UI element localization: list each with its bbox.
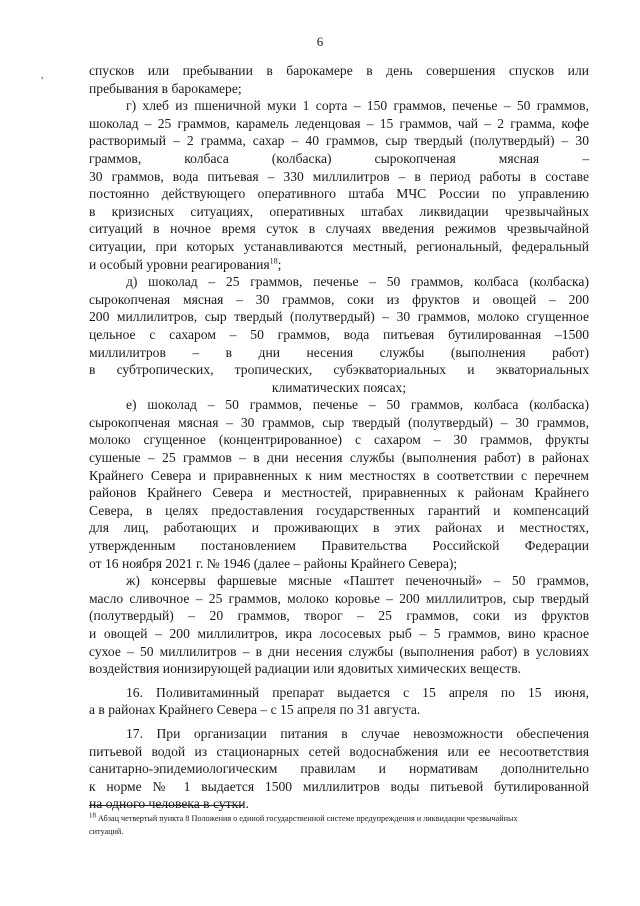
text-line: е) шоколад – 50 граммов, печенье – 50 граммов, колбаса (колбаска) xyxy=(126,397,589,413)
body-text xyxy=(89,62,589,813)
text-line: сырокопченая мясная – 30 граммов, сыр твердый (полутвердый) – 30 граммов, xyxy=(89,414,589,430)
text-line: сырокопченая мясная – 30 граммов, соки из фруктов и овощей – 200 xyxy=(89,291,589,307)
footnote-text: ситуаций. xyxy=(89,827,124,836)
text-line: сухое – 50 миллилитров – в дни несения службы (выполнения работ) в условиях xyxy=(89,643,589,659)
text-line: молоко сгущенное (концентрированное) с сахаром – 30 граммов, фрукты xyxy=(89,432,589,448)
text-line: растворимый – 2 грамма, сахар – 40 граммов, сыр твердый (полутвердый) – 30 xyxy=(89,133,589,149)
text-line: Крайнего Севера и приравненных к ним местностях в соответствии с перечнем xyxy=(89,467,589,483)
text-line: санитарно-эпидемиологическим правилам и нормативам дополнительно xyxy=(89,761,589,777)
text-line: питьевой водой из стационарных сетей водоснабжения или ее несоответствия xyxy=(89,743,589,759)
text-line: в субтропических, тропических, субэкваториальных и экваториальных xyxy=(89,362,589,378)
footnote-text: Абзац четвертый пункта 8 Положения о единой государственной системе предупреждения и ликвидации чрезвычайных xyxy=(98,814,518,823)
text-line: шоколад – 25 граммов, карамель леденцовая – 15 граммов, чай – 2 грамма, кофе xyxy=(89,115,589,131)
paragraph-item-d xyxy=(89,273,589,396)
text-line: д) шоколад – 25 граммов, печенье – 50 граммов, колбаса (колбаска) xyxy=(126,274,589,290)
text-line: к норме № 1 выдается 1500 миллилитров воды питьевой бутилированной xyxy=(89,778,589,794)
text-line: для лиц, работающих и проживающих в этих районах и местностях, xyxy=(89,520,589,536)
text-line: ж) консервы фаршевые мясные «Паштет печеночный» – 50 граммов, xyxy=(126,573,589,589)
text-line: районов Крайнего Севера и местностей, приравненных к районам Крайнего xyxy=(89,485,589,501)
text-line xyxy=(89,256,589,274)
text-line: Севера, в целях предоставления государственных гарантий и компенсаций xyxy=(89,502,589,518)
footnote-reference[interactable]: 18 xyxy=(269,256,278,265)
margin-mark: , xyxy=(41,70,44,81)
text-line: постоянно действующего оперативного штаба МЧС России по управлению xyxy=(89,186,589,202)
page-number: 6 xyxy=(316,34,324,49)
text-line: ситуаций в ночное время суток в случаях введения режимов чрезвычайной xyxy=(89,221,589,237)
footnote-separator xyxy=(89,805,243,806)
text-line: воздействия ионизирующей радиации или ядовитых химических веществ. xyxy=(89,661,522,677)
text-line: а в районах Крайнего Севера – с 15 апреля по 31 августа. xyxy=(89,702,421,718)
text-line: граммов, колбаса (колбаска) сырокопченая мясная – xyxy=(89,150,589,166)
text-fragment: и особый уровни реагирования xyxy=(89,256,270,272)
text-line: г) хлеб из пшеничной муки 1 сорта – 150 граммов, печенье – 50 граммов, xyxy=(126,98,589,114)
text-line: от 16 ноября 2021 г. № 1946 (далее – районы Крайнего Севера); xyxy=(89,555,458,571)
text-line: миллилитров – в дни несения службы (выполнения работ) xyxy=(89,344,589,360)
text-line: 30 граммов, вода питьевая – 330 миллилитров – в период работы в составе xyxy=(89,168,589,184)
paragraph-continuation xyxy=(89,62,589,97)
paragraph-item-zh xyxy=(89,572,589,678)
text-line: цельное с сахаром – 50 граммов, вода питьевая бутилированная –1500 xyxy=(89,326,589,342)
text-line: климатических поясах; xyxy=(271,379,407,395)
text-line: утвержденным постановлением Правительства Российской Федерации xyxy=(89,538,589,554)
paragraph-item-e xyxy=(89,396,589,572)
text-line: 16. Поливитаминный препарат выдается с 15 апреля по 15 июня, xyxy=(126,684,589,700)
paragraph-16 xyxy=(89,684,589,719)
paragraph-item-g xyxy=(89,97,589,273)
text-line: на одного человека в сутки. xyxy=(89,796,249,812)
text-line: масло сливочное – 25 граммов, молоко коровье – 200 миллилитров, сыр твердый xyxy=(89,590,589,606)
text-line: 17. При организации питания в случае невозможности обеспечения xyxy=(126,725,589,741)
text-line: (полутвердый) – 20 граммов, творог – 25 граммов, соки из фруктов xyxy=(89,608,589,624)
text-line: ситуации, при которых устанавливаются местный, региональный, федеральный xyxy=(89,238,589,254)
text-line: и овощей – 200 миллилитров, икра лососевых рыб – 5 граммов, вино красное xyxy=(89,626,589,641)
text-fragment: ; xyxy=(277,256,282,272)
text-line: в кризисных ситуациях, оперативных штабах ликвидации чрезвычайных xyxy=(89,203,589,219)
text-line: спусков или пребывании в барокамере в день совершения спусков или xyxy=(89,63,589,78)
text-line: сушеные – 25 граммов – в дни несения службы (выполнения работ) в районах xyxy=(89,450,589,466)
footnote xyxy=(89,812,589,838)
paragraph-17 xyxy=(89,725,589,813)
footnote-number: 18 xyxy=(89,811,96,820)
text-line: 200 миллилитров, сыр твердый (полутвердый) – 30 граммов, молоко сгущенное xyxy=(89,309,589,325)
text-line: пребывания в барокамере; xyxy=(89,80,242,96)
